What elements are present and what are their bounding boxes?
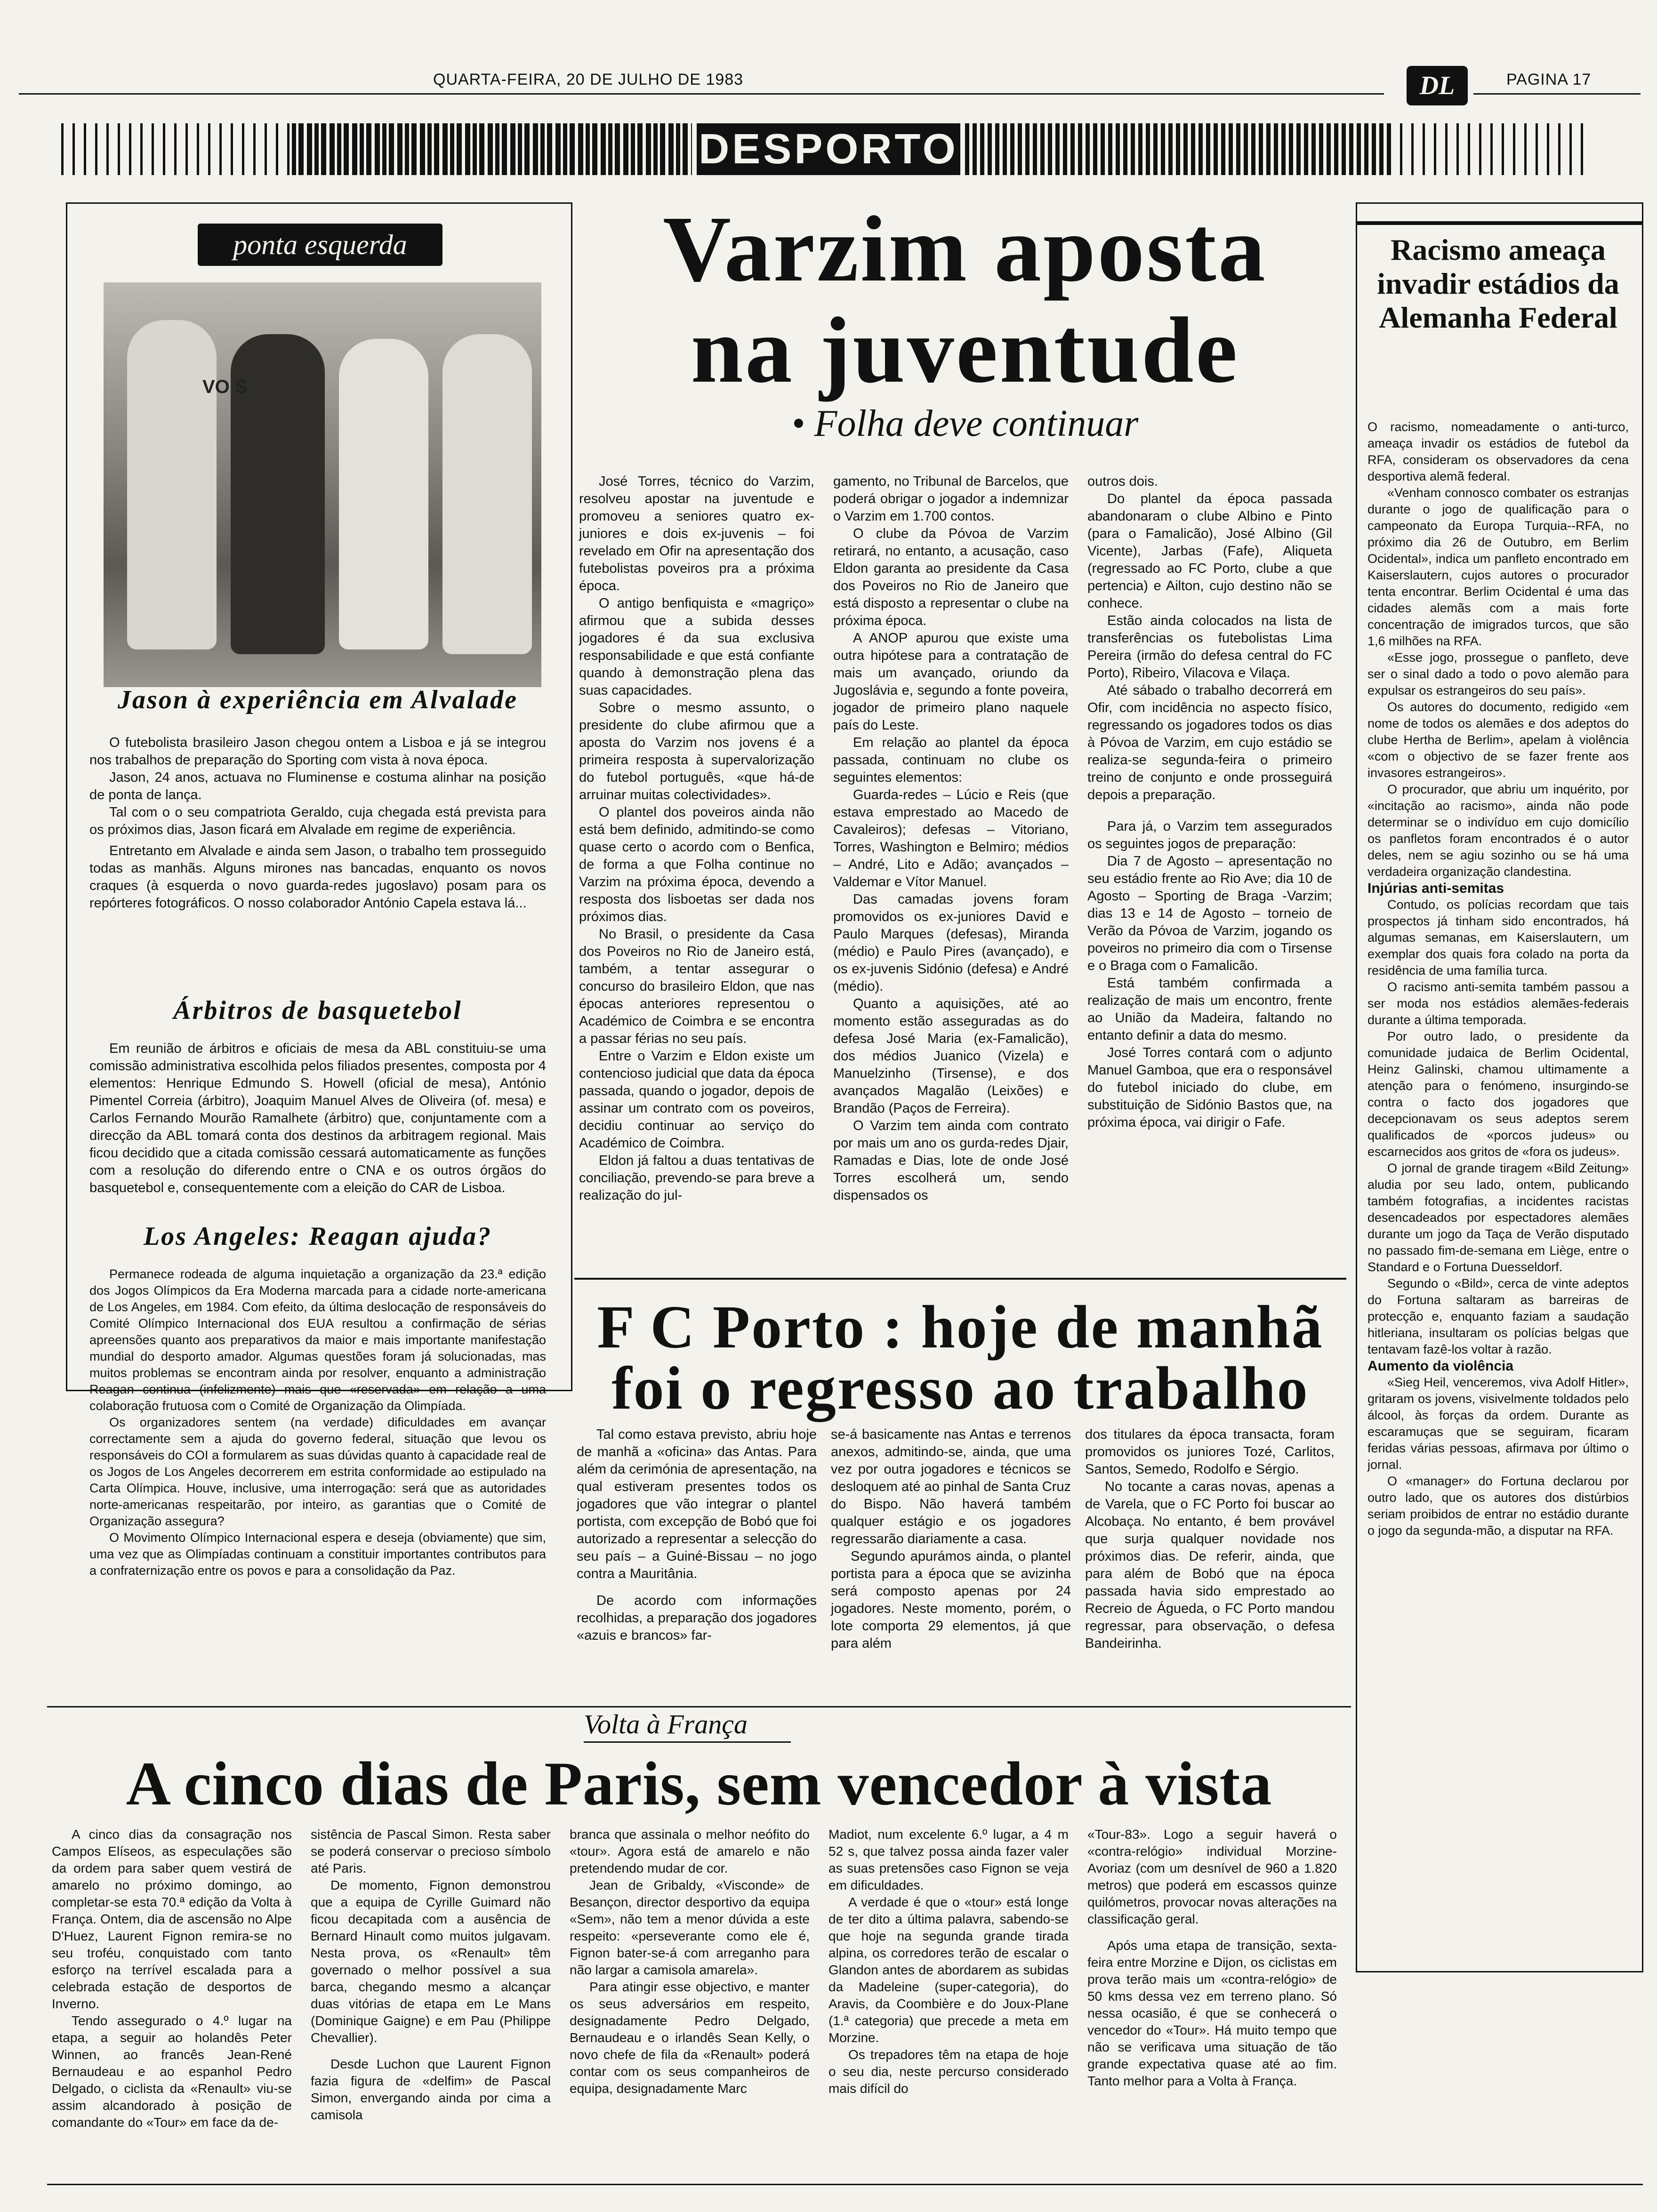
section-hatch-right — [1389, 123, 1586, 175]
volta-col-2 — [311, 1826, 551, 2124]
varzim-c2-p4: Em relação ao plantel da época passada, continuam no clube os seguintes elementos: — [833, 735, 1069, 785]
la-para-1: Permanece rodeada de alguma inquietação a organização da 23.ª edição dos Jogos Olímpicos da Era Moderna marcada para a cidade norte-americana de Los Angeles, em 1984. Com efeito, da última deslocação de responsáveis do Comité Olímpico Internacional dos EUA resultou a confirmação de sérias apreensões quanto aos preparativos da maior e mais importante manifestação mundial do desporto amador. Algumas questões foram já solucionadas, mas muitos problemas se encontram ainda por resolver, enquanto a administração Reagan continua (infelizmente) mais que «reservada» em relação a uma colaboração frutuosa com o Comité de Organização da Olimpíada. — [89, 1267, 546, 1413]
varzim-c3-p8: José Torres contará com o adjunto Manuel Gamboa, que era o responsável do futebol iniciado do clube, em substituição de Sidónio Bastos que, na próxima época, vai dirigir o Fafe. — [1087, 1045, 1332, 1130]
volta-c4-p1: Madiot, num excelente 6.º lugar, a 4 m 52 s, que talvez possa ainda fazer valer as suas pretensões caso Fignon se veja em dificuldades. — [828, 1827, 1069, 1892]
header-rule — [19, 93, 1384, 95]
newspaper-logo — [1407, 66, 1468, 105]
racismo-sub-2: Aumento da violência — [1367, 1358, 1514, 1374]
sporting-photo — [104, 282, 541, 687]
racismo-p3: «Esse jogo, prossegue o panfleto, deve ser o sinal dado a todo o povo alemão para expulsar os estrangeiros do seu país». — [1367, 650, 1629, 697]
volta-kicker-underline — [584, 1741, 791, 1743]
volta-c5-p2: Após uma etapa de transição, sexta-feira entre Morzine e Dijon, os ciclistas em prova terão mais um «contra-relógio» de 50 kms dessa vez em terreno plano. Só nessa ocasião, é que se conhecerá o vencedor do «Tour». Há muito tempo que não se verificava uma situação de tão grande expectativa quase até ao fim. Tanto melhor para a Volta à França. — [1087, 1938, 1337, 2088]
porto-title-2: foi o regresso ao trabalho — [611, 1354, 1309, 1422]
volta-col-5 — [1087, 1826, 1337, 2090]
varzim-c3-p4: Até sábado o trabalho decorrerá em Ofir, com incidência no aspecto físico, regressando os jogadores todos os dias à Póvoa de Varzim, em cujo estádio se realiza-se segunda-feira o primeiro treino de conjunto e onde prosseguirá depois a preparação. — [1087, 683, 1332, 802]
la-para-2: Os organizadores sentem (na verdade) dificuldades em avançar correctamente sem a ajuda do governo federal, situação que levou os responsáveis do COI a formularem as suas dúvidas quanto à capacidade real de os Jogos de Los Angeles decorrerem em estrita conformidade ao estipulado na Carta Olímpica. Houve, inclusive, uma interrogação: será que as autoridades norte-americanas respeitarão, por inteiro, as garantias que o Comité de Organização assegura? — [89, 1415, 546, 1528]
volta-c3-p3: Para atingir esse objectivo, e manter os seus adversários em respeito, designadamente Pedro Delgado, Bernaudeau e o irlandês Sean Kelly, o novo chefe de fila da «Renault» poderá contar com os seus companheiros de equipa, designadamente Marc — [570, 1980, 810, 2096]
jason-para-3: Tal com o o seu compatriota Geraldo, cuja chegada está prevista para os próximos dias, Jason ficará em Alvalade em regime de experiência. — [89, 805, 546, 837]
la-title: Los Angeles: Reagan ajuda? — [143, 1222, 492, 1251]
varzim-col-3 — [1087, 473, 1332, 1131]
racismo-title: Racismo ameaça invadir estádios da Alemanha Federal — [1377, 233, 1619, 334]
arbitros-title: Árbitros de basquetebol — [173, 996, 462, 1025]
ponta-banner — [198, 224, 442, 266]
volta-c4-p3: Os trepadores têm na etapa de hoje o seu dia, neste percurso considerado mais difícil do — [828, 2047, 1069, 2096]
porto-col-3 — [1085, 1426, 1335, 1652]
varzim-col-2 — [833, 473, 1069, 1204]
varzim-c1-p7: Eldon já faltou a duas tentativas de conciliação, prevendo-se para breve a realização do jul- — [579, 1153, 814, 1203]
volta-c2-p1: sistência de Pascal Simon. Resta saber se poderá conservar o precioso símbolo até Paris. — [311, 1827, 551, 1875]
ponta-banner-text: ponta esquerda — [233, 229, 407, 260]
varzim-c3-p7: Está também confirmada a realização de mais um encontro, frente ao União da Madeira, faltando no entanto definir a data do mesmo. — [1087, 976, 1332, 1043]
volta-col-4 — [828, 1826, 1069, 2097]
racismo-p1: O racismo, nomeadamente o anti-turco, ameaça invadir os estádios de futebol da RFA, consideram os observadores da cena desportiva alemã federal. — [1367, 420, 1629, 483]
arbitros-para: Em reunião de árbitros e oficiais de mesa da ABL constituiu-se uma comissão administrativa escolhida pelos filiados presentes, composta por 4 elementos: Henrique Edmundo S. Howell (oficial de mesa), António Pimentel Correia (árbitro), Joaquim Manuel Alves de Oliveira (of. mesa) e Carlos Fernando Mourão Ramalhete (árbitro) que, conjuntamente com a direcção da ABL tomará conta dos destinos da arbitragem regional. Mais ficou decidido que a citada comissão cessará automaticamente as funções com a resolução do diferendo entre o CNA e os outros órgãos do basquetebol e, consequentemente com a eleição do CAR de Lisboa. — [89, 1041, 546, 1195]
jason-title: Jason à experiência em Alvalade — [118, 685, 518, 714]
volta-c4-p2: A verdade é que o «tour» está longe de ter dito a última palavra, sabendo-se que hoje na segunda grande tirada alpina, os corredores terão de escalar o Glandon antes de abordarem as subidas da Madeleine (super-categoria), do Aravis, da Coombière e do Joux-Plane (1.ª categoria) que precede a meta em Morzine. — [828, 1895, 1069, 2045]
porto-c1-p2: De acordo com informações recolhidas, a preparação dos jogadores «azuis e brancos» far- — [577, 1593, 817, 1643]
racismo-sub-1: Injúrias anti-semitas — [1367, 881, 1504, 896]
racismo-p5: O procurador, que abriu um inquérito, por «incitação ao racismo», ainda não pode determinar se o indivíduo em cujo domicílio os panfletos foram encontrados é o autor deles, nem se agiu sozinho ou se há uma verdadeira organização clandestina. — [1367, 782, 1629, 879]
varzim-col-1 — [579, 473, 814, 1204]
racismo-p12: O «manager» do Fortuna declarou por outro lado, que os autores dos distúrbios seriam proibidos de entrar no estádio durante o jogo da segunda-mão, a disputar na RFA. — [1367, 1474, 1629, 1538]
volta-c5-p1: «Tour-83». Logo a seguir haverá o «contra-relógio» individual Morzine-Avoriaz (com um desnível de 960 a 1.820 metros) que poderá em escassos quinze quilómetros, provocar novas alterações na classificação geral. — [1087, 1827, 1337, 1926]
varzim-c3-p6: Dia 7 de Agosto – apresentação no seu estádio frente ao Rio Ave; dia 10 de Agosto – Sporting de Braga -Varzim; dias 13 e 14 de Agosto – torneio de Verão da Póvoa de Varzim, jogando os poveiros no primeiro dia com o Tirsense e o Braga com o Famalicão. — [1087, 854, 1332, 973]
varzim-c2-p5: Guarda-redes – Lúcio e Reis (que estava emprestado ao Macedo de Cavaleiros); defesas – Vitoriano, Torres, Washington e Belmiro; médios – André, Lito e Adão; avançados – Valdemar e Vítor Manuel. — [833, 787, 1069, 890]
volta-kicker: Volta à França — [584, 1709, 748, 1739]
varzim-c1-p3: Sobre o mesmo assunto, o presidente do clube afirmou que a aposta do Varzim nos jovens é a primeira resposta à supervalorização do futebol português, «que há-de arruinar muitas colectividades». — [579, 700, 814, 802]
racismo-p11: «Sieg Heil, venceremos, viva Adolf Hitler», gritaram os jovens, visivelmente toldados pelo álcool, às forças da ordem. Durante as escaramuças que se seguiram, ficaram feridas várias pessoas, afirmava por último o jornal. — [1367, 1375, 1629, 1472]
porto-top-rule — [574, 1278, 1346, 1280]
varzim-c2-p2: O clube da Póvoa de Varzim retirará, no entanto, a acusação, caso Eldon garanta ao presidente da Casa dos Poveiros no Rio de Janeiro que está disposto a representar o clube na próxima época. — [833, 526, 1069, 628]
varzim-c2-p8: O Varzim tem ainda com contrato por mais um ano os gurda-redes Djair, Ramadas e Dias, lote de onde José Torres escolherá um, sendo dispensados os — [833, 1118, 1069, 1203]
racismo-p6: Contudo, os polícias recordam que tais prospectos já tinham sido encontrados, há algumas semanas, em Kaiserslautern, um exemplar dos quais fora colado na porta da residência de uma família turca. — [1367, 898, 1629, 978]
page-number: PAGINA 17 — [1506, 71, 1592, 88]
volta-c2-p3: Desde Luchon que Laurent Fignon fazia figura de «delfim» de Pascal Simon, envergando ainda por cima a camisola — [311, 2057, 551, 2122]
la-text — [89, 1266, 546, 1579]
porto-c3-p2: No tocante a caras novas, apenas a de Varela, que o FC Porto foi buscar ao Alcobaça. No entanto, é bem provável que surja qualquer novidade nos próximos dias. De referir, ainda, que para além de Bobó que na época passada havia sido emprestado ao Recreio de Águeda, o FC Porto mandou regressar, para observação, o defesa Bandeirinha. — [1085, 1479, 1335, 1651]
varzim-c1-p2: O antigo benfiquista e «magriço» afirmou que a subida desses jogadores é da sua exclusiva responsabilidade e que está confiante quando à demonstração plena das suas capacidades. — [579, 596, 814, 698]
varzim-c1-p6: Entre o Varzim e Eldon existe um contencioso judicial que data da época passada, quando o jogador, depois de assinar um contrato com os poveiros, decidiu continuar ao serviço do Académico de Coimbra. — [579, 1049, 814, 1151]
varzim-c3-p3: Estão ainda colocados na lista de transferências os futebolistas Lima Pereira (irmão do defesa central do FC Porto), Ribeiro, Vilacova e Vilaça. — [1087, 613, 1332, 681]
photo-player-1 — [127, 320, 217, 649]
varzim-c2-p3: A ANOP apurou que existe uma outra hipótese para a contratação de mais um avançado, oriundo da Jugoslávia e, segundo a fonte poveira, jogador de primeiro plano naquele país do Leste. — [833, 631, 1069, 733]
varzim-c3-p2: Do plantel da época passada abandonaram o clube Albino e Pinto (para o Famalicão), José Albino (Gil Vicente), Jarbas (Fafe), Aliqueta (regressado ao FC Porto, clube a que pertencia) e Ailton, cujo destino não se conhece. — [1087, 491, 1332, 611]
porto-c1-p1: Tal como estava previsto, abriu hoje de manhã a «oficina» das Antas. Para além da cerimónia de apresentação, na qual estiveram presentes todos os jogadores que vão integrar o plantel portista, com excepção de Bobó que foi autorizado a representar a selecção do seu país – a Guiné-Bissau – no jogo contra a Mauritânia. — [577, 1427, 817, 1581]
varzim-title-1: Varzim aposta — [663, 197, 1267, 301]
photo-wall-text: VO S — [202, 377, 248, 397]
varzim-c1-p1: José Torres, técnico do Varzim, resolveu apostar na juventude e promoveu a seniores quatro ex-juniores e dois ex-juvenis – foi revelado em Ofir na apresentação dos futebolistas poveiros pra a próxima época. — [579, 474, 814, 593]
logo-text: DL — [1419, 71, 1455, 100]
porto-c2-p1: se-á basicamente nas Antas e terrenos anexos, admitindo-se, ainda, que uma vez por outra jogadores e técnicos se desloquem até ao pinhal de Santa Cruz do Bispo. Não haverá também qualquer estágio e os jogadores regressarão diariamente a casa. — [831, 1427, 1071, 1547]
racismo-p9: O jornal de grande tiragem «Bild Zeitung» aludia por seu lado, ontem, publicando também fotografias, a incidentes racistas desencadeados por espectadores alemães durante um jogo da Taça de Verão disputado no passado fim-de-semana em Liège, entre o Standard e o Fortuna Duesseldorf. — [1367, 1161, 1629, 1274]
racismo-text — [1367, 419, 1629, 1539]
volta-col-1 — [52, 1826, 292, 2131]
porto-c3-p1: dos titulares da época transacta, foram promovidos os juniores Tozé, Carlitos, Santos, Semedo, Rodolfo e Sérgio. — [1085, 1427, 1335, 1477]
volta-col-3 — [570, 1826, 810, 2097]
jason-para-1: O futebolista brasileiro Jason chegou ontem a Lisboa e já se integrou nos trabalhos de preparação do Sporting com vista à nova época. — [89, 735, 546, 768]
racismo-p2: «Venham connosco combater os estranjas durante o jogo de qualificação para o campeonato da Europa Turquia--RFA, no próximo dia 26 de Outubro, em Berlim Ocidental», indica um panfleto encontrado em Kaiserslautern, cujos autores o procurador tenta encontrar. Berlim Ocidental é uma das cidades alemãs com a mais forte concentração de imigrados turcos, que são 1,6 milhões na RFA. — [1367, 486, 1629, 648]
racismo-p7: O racismo anti-semita também passou a ser moda nos estádios alemães-federais durante a última temporada. — [1367, 980, 1629, 1027]
photo-player-3 — [339, 339, 428, 649]
racismo-p10: Segundo o «Bild», cerca de vinte adeptos do Fortuna saltaram as barreiras de protecção e, enquanto faziam a saudação hitleriana, insultaram os polícias belgas que tentavam fazê-los voltar à razão. — [1367, 1276, 1629, 1356]
arbitros-text — [89, 1040, 546, 1197]
photo-player-4 — [442, 334, 532, 654]
volta-c3-p1: branca que assinala o melhor neófito do «tour». Agora está de amarelo e não pretendendo mudar de cor. — [570, 1827, 810, 1875]
section-hatch-left-dense — [292, 123, 692, 175]
racismo-p8: Por outro lado, o presidente da comunidade judaica de Berlim Ocidental, Heinz Galinski, chamou ultimamente a atenção para o fenómeno, insurgindo-se contra o facto dos jogadores que decepcionavam os seus adeptos serem qualificados de «porcos judeus» ou escarnecidos aos gritos de «fora os judeus». — [1367, 1029, 1629, 1159]
section-label-box — [697, 123, 960, 175]
varzim-c3-p5: Para já, o Varzim tem assegurados os seguintes jogos de preparação: — [1087, 819, 1332, 851]
porto-c2-p2: Segundo apurámos ainda, o plantel portista para a época que se avizinha será composto apenas por 24 jogadores. Neste momento, porém, o lote comporta 29 elementos, já que para além — [831, 1549, 1071, 1651]
varzim-c1-p4: O plantel dos poveiros ainda não está bem definido, admitindo-se como quase certo o acordo com o Benfica, de forma a que Folha continue no Varzim na próxima época, devendo a resposta dos lisboetas ser dada nos próximos dias. — [579, 805, 814, 924]
porto-title-1: F C Porto : hoje de manhã — [597, 1293, 1324, 1361]
racismo-top-rule — [1356, 221, 1643, 225]
section-hatch-right-dense — [965, 123, 1389, 175]
volta-title: A cinco dias de Paris, sem vencedor à vista — [126, 1749, 1272, 1818]
varzim-title-2: na juventude — [691, 298, 1239, 402]
racismo-p4: Os autores do documento, redigido «em nome de todos os alemães e dos adeptos do clube Hertha de Berlim», apelam à violência «com o objectivo de se fazer frente aos invasores estrangeiros». — [1367, 700, 1629, 780]
varzim-c2-p6: Das camadas jovens foram promovidos os ex-juniores David e Paulo Marques (defesas), Miranda (médio) e Paulo Pires (avançado), e os ex-juvenis Sidónio (defesa) e André (médio). — [833, 892, 1069, 994]
section-label: DESPORTO — [699, 126, 958, 173]
varzim-c1-p5: No Brasil, o presidente da Casa dos Poveiros no Rio de Janeiro está, também, a tentar assegurar o concurso do brasileiro Eldon, que nas épocas anteriores representou o Académico de Coimbra e se encontra a passar férias no seu país. — [579, 927, 814, 1046]
porto-col-1 — [577, 1426, 817, 1644]
jason-text — [89, 734, 546, 912]
volta-c1-p1: A cinco dias da consagração nos Campos Elíseos, as especulações são da ordem para saber quem vestirá de amarelo no próximo domingo, ao completar-se esta 70.ª edição da Volta à França. Ontem, dia de ascensão no Alpe D'Huez, Laurent Fignon remira-se no seu troféu, conquistado com tanto esforço na terrível escalada para a celebrada estação de desportos de Inverno. — [52, 1827, 292, 2011]
porto-col-2 — [831, 1426, 1071, 1652]
volta-c1-p2: Tendo assegurado o 4.º lugar na etapa, a seguir ao holandês Peter Winnen, ao francês Jean-René Bernaudeau e ao espanhol Pedro Delgado, o ciclista da «Renault» viu-se assim alcandorado à posição de comandante do «Tour» em face da de- — [52, 2013, 292, 2130]
varzim-c2-p7: Quanto a aquisições, até ao momento estão asseguradas as do defesa José Maria (ex-Famalicão), dos médios Juanico (Vizela) e Manuelzinho (Tirsense), e dos avançados Magalão (Leixões) e Brandão (Paços de Ferreira). — [833, 996, 1069, 1116]
varzim-c3-p1: outros dois. — [1087, 474, 1158, 489]
jason-para-4: Entretanto em Alvalade e ainda sem Jason, o trabalho tem prosseguido todas as manhãs. Alguns mirones nas bancadas, enquanto os novos craques (à esquerda o novo guarda-redes jugoslavo) posam para os repórteres fotográficos. O nosso colaborador António Capela estava lá... — [89, 843, 546, 911]
varzim-c2-p1: gamento, no Tribunal de Barcelos, que poderá obrigar o jogador a indemnizar o Varzim em 1.700 contos. — [833, 474, 1069, 524]
la-para-3: O Movimento Olímpico Internacional espera e deseja (obviamente) que sim, uma vez que as Olimpíadas continuam a constituir importantes contributos para a confraternização entre os povos e para a consolidação da Paz. — [89, 1531, 546, 1578]
bottom-rule — [47, 2184, 1643, 2185]
jason-para-2: Jason, 24 anos, actuava no Fluminense e costuma alinhar na posição de ponta de lança. — [89, 770, 546, 802]
volta-c2-p2: De momento, Fignon demonstrou que a equipa de Cyrille Guimard não ficou decapitada com a ausência de Bernard Hinault como muitos julgavam. Nesta prova, os «Renault» têm governado o melhor possível a sua barca, chegando mesmo a alcançar duas vitórias de etapa em Le Mans (Dominique Gaigne) e em Pau (Philippe Chevallier). — [311, 1878, 551, 2045]
volta-c3-p2: Jean de Gribaldy, «Visconde» de Besançon, director desportivo da equipa «Sem», não tem a menor dúvida a este respeito: «perseverante como ele é, Fignon bater-se-á com arreganho para não largar a camisola amarela». — [570, 1878, 810, 1977]
volta-top-rule — [47, 1706, 1351, 1707]
page-date: QUARTA-FEIRA, 20 DE JULHO DE 1983 — [433, 71, 744, 88]
header-rule-right — [1473, 93, 1641, 95]
varzim-subtitle: • Folha deve continuar — [791, 403, 1139, 444]
